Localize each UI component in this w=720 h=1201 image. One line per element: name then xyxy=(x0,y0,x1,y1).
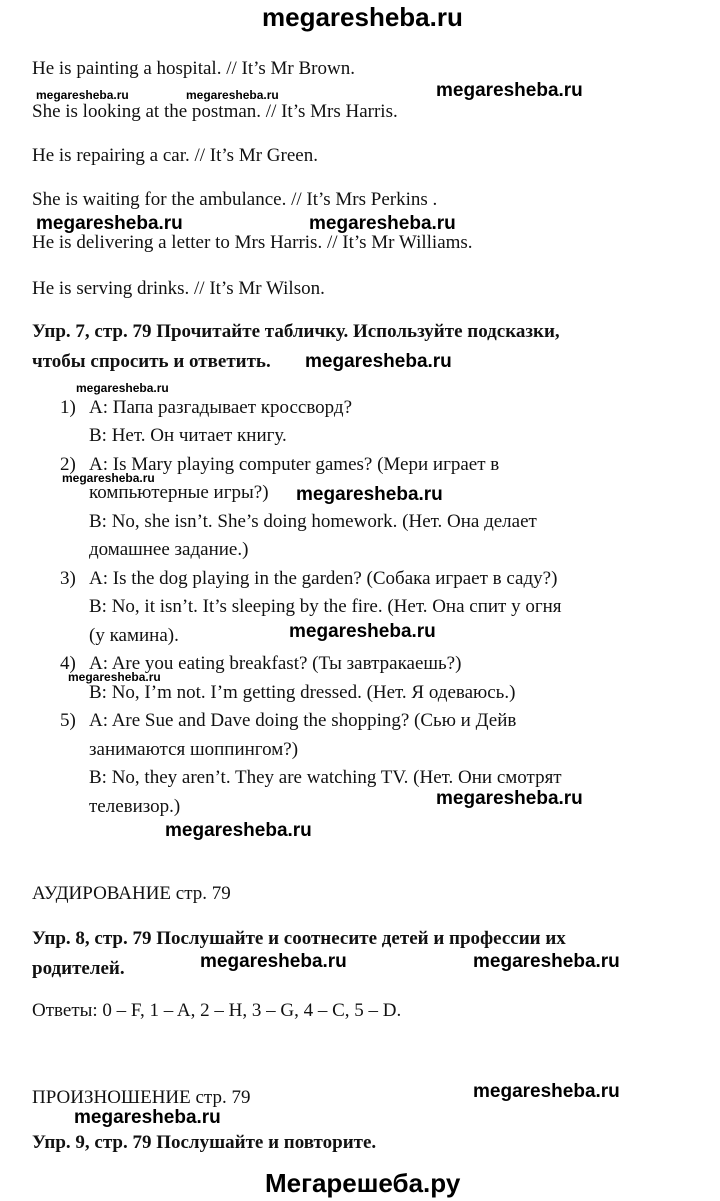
watermark: megaresheba.ru xyxy=(68,670,161,684)
answer-line: He is serving drinks. // It’s Mr Wilson. xyxy=(32,278,325,299)
watermark: megaresheba.ru xyxy=(186,88,279,102)
watermark: megaresheba.ru xyxy=(473,1081,620,1102)
watermark: megaresheba.ru xyxy=(76,381,169,395)
watermark: megaresheba.ru xyxy=(200,951,347,972)
question-line: A: Are you eating breakfast? (Ты завтракаешь?) xyxy=(89,653,462,674)
watermark: megaresheba.ru xyxy=(36,213,183,234)
question-line: A: Папа разгадывает кроссворд? xyxy=(89,397,353,418)
answer-line: B: No, they aren’t. They are watching TV. (Нет. Они смотрят xyxy=(89,767,562,788)
footer-watermark: Мегарешеба.ру xyxy=(265,1168,461,1198)
watermark: megaresheba.ru xyxy=(62,471,155,485)
item-number: 4) xyxy=(60,653,76,674)
exercise-8-title: Упр. 8, стр. 79 Послушайте и соотнесите детей и профессии их xyxy=(32,928,566,949)
answer-line: B: No, it isn’t. It’s sleeping by the fire. (Нет. Она спит у огня xyxy=(89,596,562,617)
watermark: megaresheba.ru xyxy=(473,951,620,972)
question-line: A: Is the dog playing in the garden? (Собака играет в саду?) xyxy=(89,568,558,589)
answer-line: (у камина). xyxy=(89,625,179,646)
answer-line: He is repairing a car. // It’s Mr Green. xyxy=(32,145,318,166)
watermark: megaresheba.ru xyxy=(296,484,443,505)
answer-line: телевизор.) xyxy=(89,796,181,817)
answer-line: домашнее задание.) xyxy=(89,539,249,560)
item-number: 5) xyxy=(60,710,76,731)
exercise-7-title-cont: чтобы спросить и ответить. xyxy=(32,351,271,372)
watermark: megaresheba.ru xyxy=(165,820,312,841)
answer-line: B: No, I’m not. I’m getting dressed. (Нет. Я одеваюсь.) xyxy=(89,682,516,703)
question-line: A: Is Mary playing computer games? (Мери играет в xyxy=(89,454,500,475)
watermark: megaresheba.ru xyxy=(289,621,436,642)
exercise-8-answers: Ответы: 0 – F, 1 – A, 2 – H, 3 – G, 4 – C, 5 – D. xyxy=(32,1000,402,1021)
answer-line: She is looking at the postman. // It’s Mrs Harris. xyxy=(32,101,398,122)
answer-line: B: No, she isn’t. She’s doing homework. (Нет. Она делает xyxy=(89,511,537,532)
question-line: занимаются шоппингом?) xyxy=(89,739,299,760)
answer-line: B: Нет. Он читает книгу. xyxy=(89,425,287,446)
watermark: megaresheba.ru xyxy=(74,1107,221,1128)
header-watermark: megaresheba.ru xyxy=(262,2,463,32)
watermark: megaresheba.ru xyxy=(436,788,583,809)
answer-line: He is delivering a letter to Mrs Harris. // It’s Mr Williams. xyxy=(32,232,473,253)
answer-line: She is waiting for the ambulance. // It’s Mrs Perkins . xyxy=(32,189,438,210)
watermark: megaresheba.ru xyxy=(36,88,129,102)
exercise-9-title: Упр. 9, стр. 79 Послушайте и повторите. xyxy=(32,1132,377,1153)
item-number: 1) xyxy=(60,397,76,418)
item-number: 3) xyxy=(60,568,76,589)
exercise-8-title-cont: родителей. xyxy=(32,958,125,979)
watermark: megaresheba.ru xyxy=(309,213,456,234)
answer-line: He is painting a hospital. // It’s Mr Brown. xyxy=(32,58,355,79)
section-heading-listening: АУДИРОВАНИЕ стр. 79 xyxy=(32,883,231,904)
watermark: megaresheba.ru xyxy=(436,80,583,101)
question-line: компьютерные игры?) xyxy=(89,482,269,503)
item-number: 2) xyxy=(60,454,76,475)
section-heading-pronunciation: ПРОИЗНОШЕНИЕ стр. 79 xyxy=(32,1087,251,1108)
watermark: megaresheba.ru xyxy=(305,351,452,372)
question-line: A: Are Sue and Dave doing the shopping? (Сью и Дейв xyxy=(89,710,517,731)
exercise-7-title: Упр. 7, стр. 79 Прочитайте табличку. Используйте подсказки, xyxy=(32,321,560,342)
